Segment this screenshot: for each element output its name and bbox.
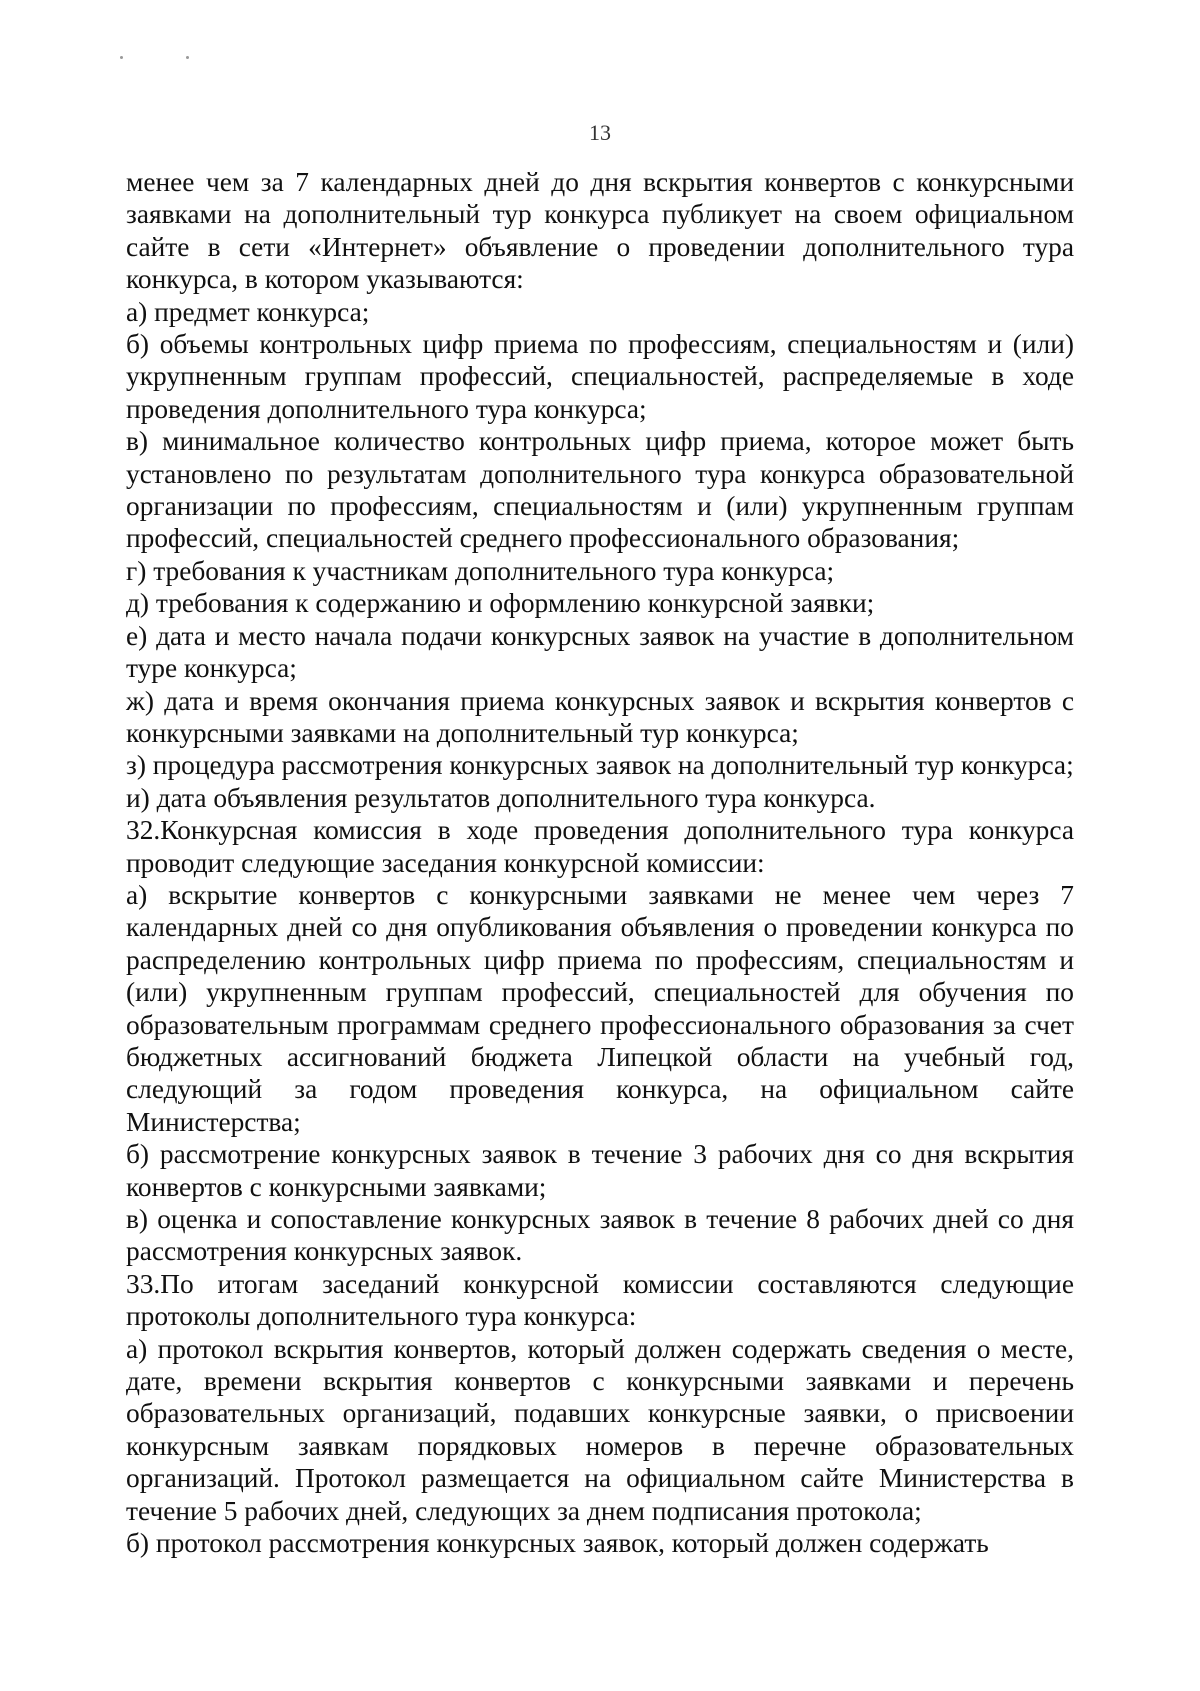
scan-speck [120, 56, 123, 59]
section-32-item-b: б) рассмотрение конкурсных заявок в течение 3 рабочих дня со дня вскрытия конвертов с конкурсными заявками; [126, 1139, 1074, 1202]
list-item-e: е) дата и место начала подачи конкурсных заявок на участие в дополнительном туре конкурса; [126, 620, 1074, 684]
list-item-a: а) предмет конкурса; [126, 296, 370, 327]
list-item-d: д) требования к содержанию и оформлению конкурсной заявки; [126, 588, 875, 619]
scan-speck [186, 56, 189, 59]
list-item-v: в) минимальное количество контрольных цифр приема, которое может быть установлено по результатам дополнительного тура конкурса образовательной организации по профессиям, специальностям и (или) укрупненным группам профессий, специальностей среднего профессионального образования; [126, 426, 1074, 554]
list-item-b: б) объемы контрольных цифр приема по профессиям, специальностям и (или) укрупненным группам профессий, специальностей, распределяемые в ходе проведения дополнительного тура конкурса; [126, 329, 1074, 424]
section-33-item-b: б) протокол рассмотрения конкурсных заявок, который должен содержать [126, 1528, 989, 1559]
list-item-g: г) требования к участникам дополнительного тура конкурса; [126, 555, 835, 586]
document-body [126, 166, 1074, 1559]
section-32-item-v: в) оценка и сопоставление конкурсных заявок в течение 8 рабочих дней со дня рассмотрения конкурсных заявок. [126, 1204, 1074, 1267]
list-item-zh: ж) дата и время окончания приема конкурсных заявок и вскрытия конвертов с конкурсными заявками на дополнительный тур конкурса; [126, 685, 1074, 748]
page-number: 13 [589, 120, 611, 145]
section-33-item-a: а) протокол вскрытия конвертов, который должен содержать сведения о месте, дате, времени вскрытия конвертов с конкурсными заявками и перечень образовательных организаций, подавших конкурсные заявки, о присвоении конкурсным заявкам порядковых номеров в перечне образовательных организаций. Протокол размещается на официальном сайте Министерства в течение 5 рабочих дней, следующих за днем подписания протокола; [126, 1333, 1074, 1526]
list-item-z: з) процедура рассмотрения конкурсных заявок на дополнительный тур конкурса; [126, 750, 1074, 781]
section-33: 33.По итогам заседаний конкурсной комиссии составляются следующие протоколы дополнительного тура конкурса: [126, 1268, 1074, 1332]
paragraph-intro: менее чем за 7 календарных дней до дня вскрытия конвертов с конкурсными заявками на дополнительный тур конкурса публикует на своем официальном сайте в сети «Интернет» объявление о проведении дополнительного тура конкурса, в котором указываются: [126, 167, 1074, 295]
list-item-i: и) дата объявления результатов дополнительного тура конкурса. [126, 782, 876, 813]
section-32: 32.Конкурсная комиссия в ходе проведения дополнительного тура конкурса проводит следующие заседания конкурсной комиссии: [126, 815, 1074, 878]
section-32-item-a: а) вскрытие конвертов с конкурсными заявками не менее чем через 7 календарных дней со дня опубликования объявления о проведении конкурса по распределению контрольных цифр приема по профессиям, специальностям и (или) укрупненным группам профессий, специальностей для обучения по образовательным программам среднего профессионального образования за счет бюджетных ассигнований бюджета Липецкой области на учебный год, следующий за годом проведения конкурса, на официальном сайте Министерства; [126, 879, 1074, 1137]
